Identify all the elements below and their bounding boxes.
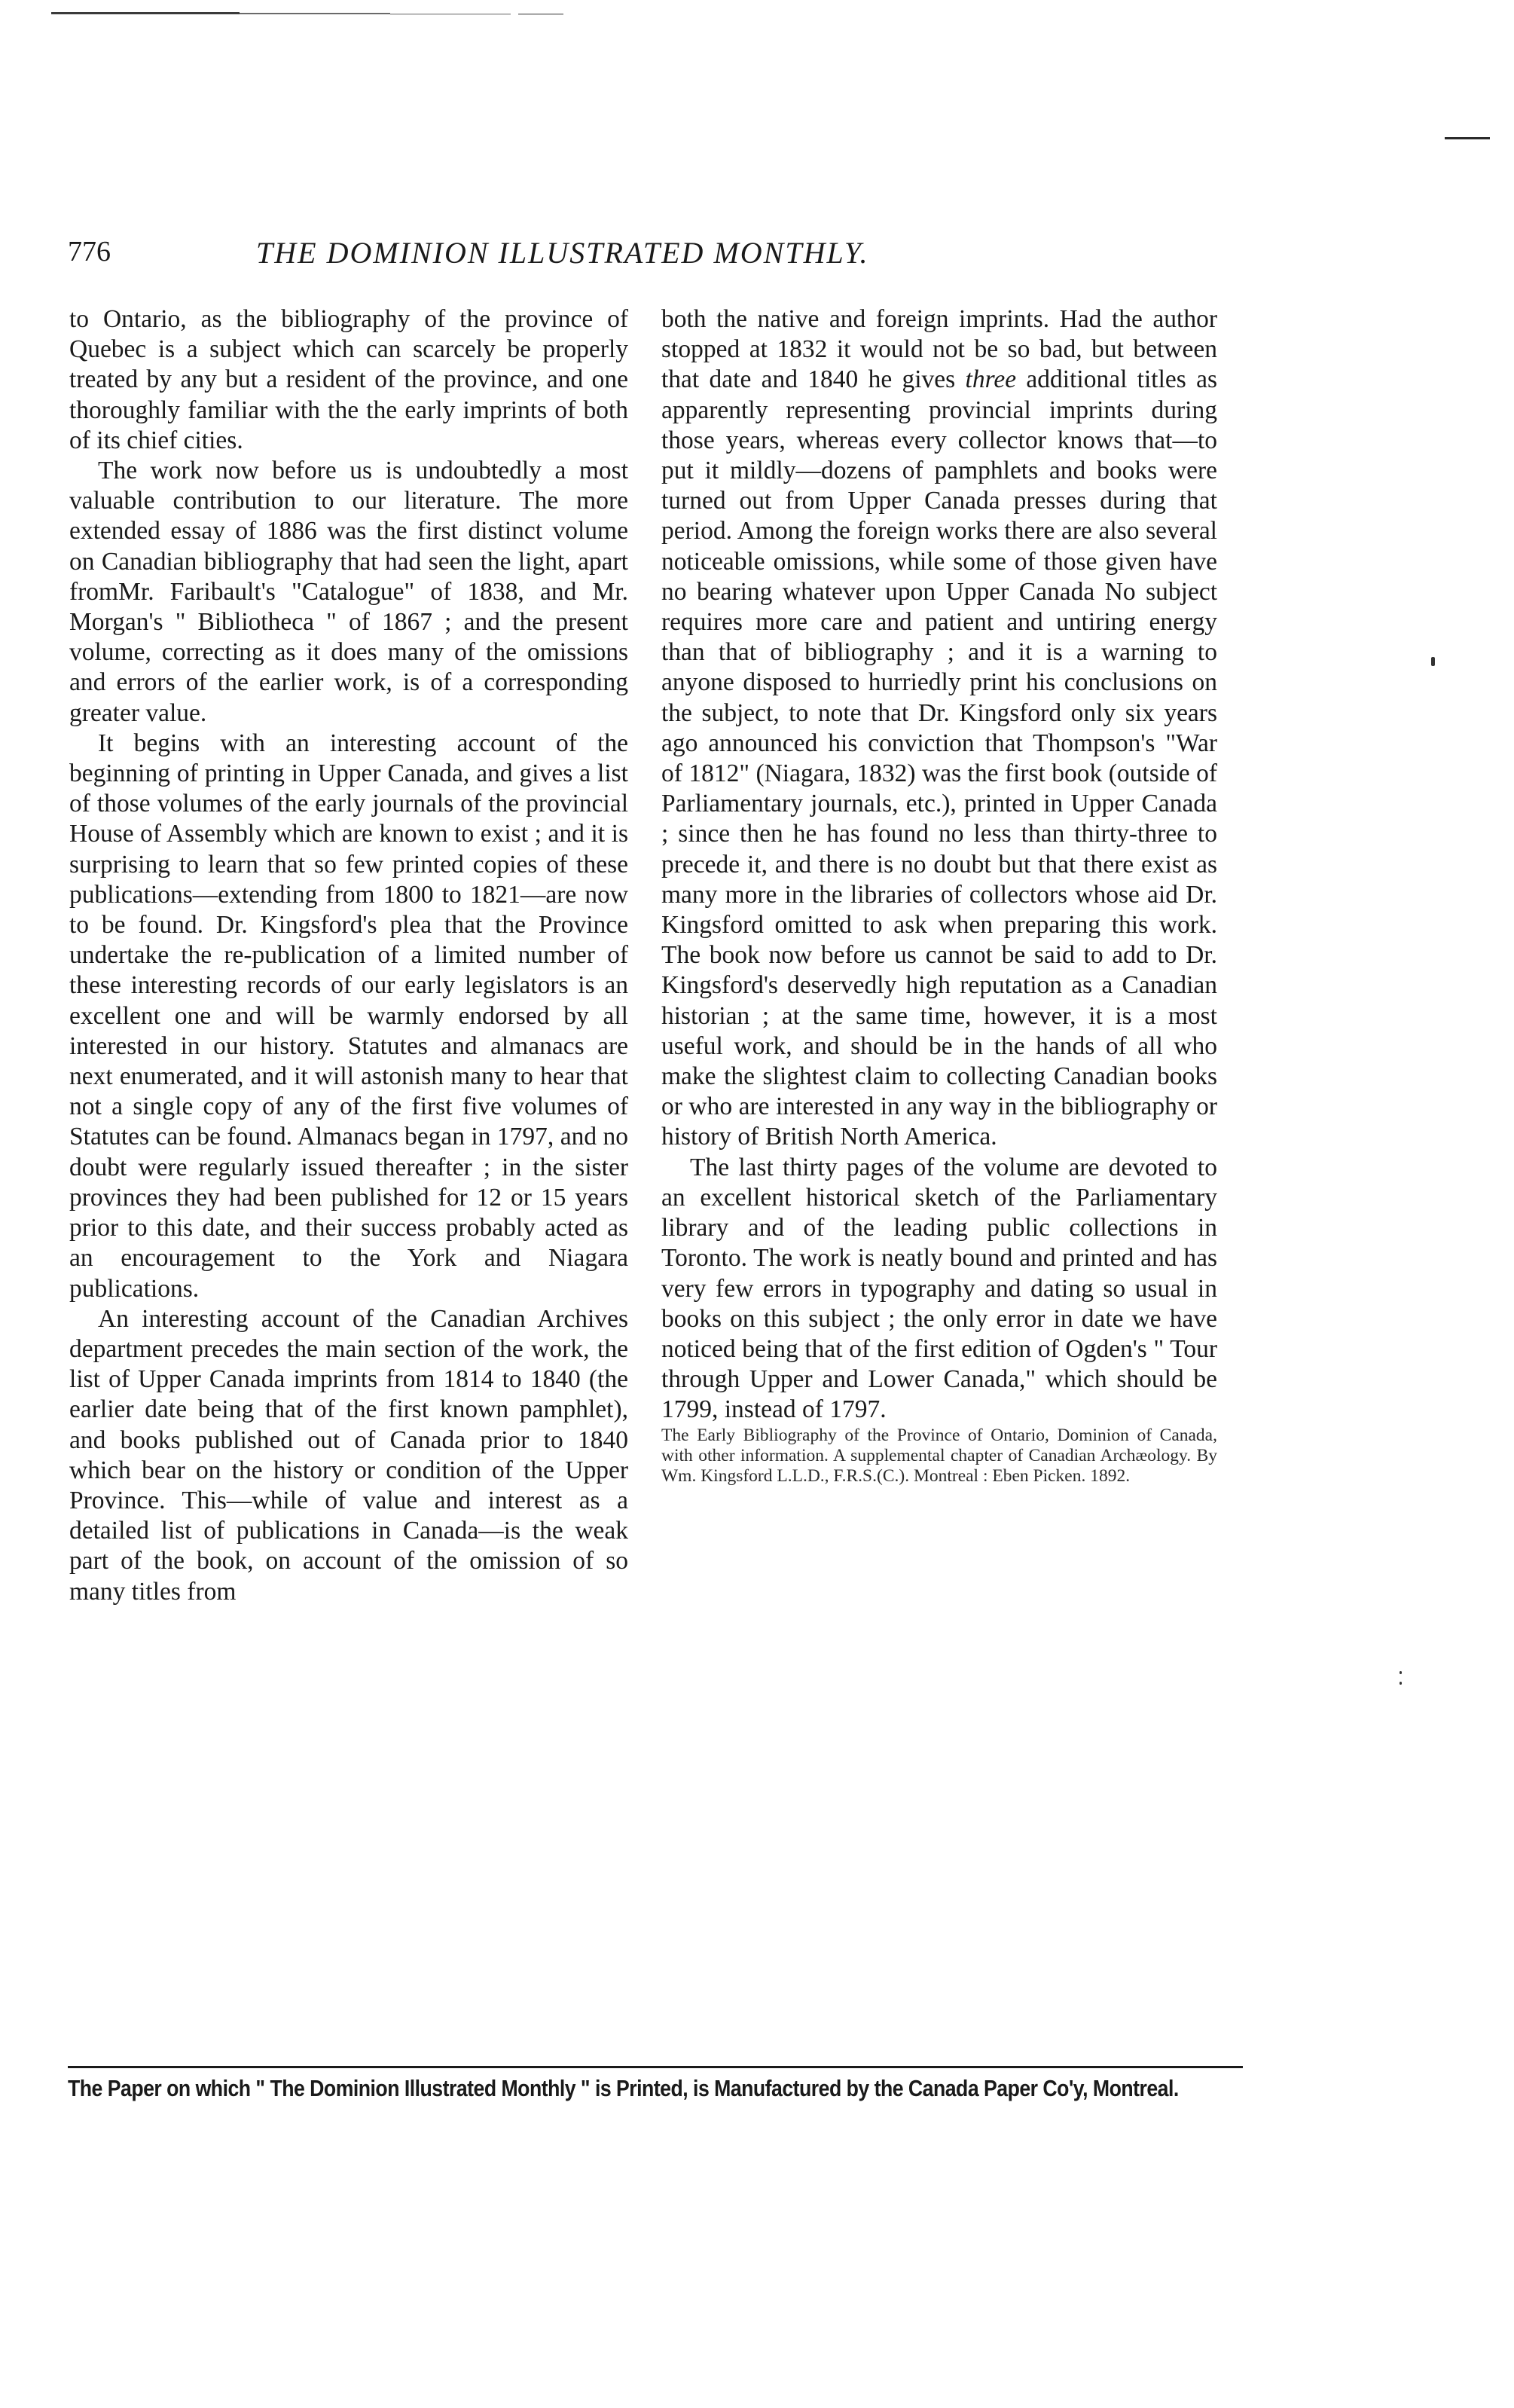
emphasis-three: three [965,365,1017,394]
footer-notice: The Paper on which " The Dominion Illustrated Monthly " is Printed, is Manufactured by the Canada Paper Co'y, Montreal. [68,2075,1179,2101]
page-number: 776 [68,236,111,267]
scan-speck [1431,657,1435,666]
right-paragraph-2: The last thirty pages of the volume are devoted to an excellent historical sketch of the Parliamentary library and of the leading public collections in Toronto. The work is neatly bound and printed and has very few errors in typography and dating so usual in books on this subject ; the only error in date we have noticed being that of the first edition of Ogden's " Tour through Upper and Lower Canada," which should be 1799, instead of 1797. [661,1153,1217,1424]
footer-rule [68,2066,1243,2068]
running-title: THE DOMINION ILLUSTRATED MONTHLY. [256,236,869,270]
left-paragraph-4: An interesting account of the Canadian Archives department precedes the main section of the work, the list of Upper Canada imprints from 1814 to 1840 (the earlier date being that of the first known pamphlet), and books published out of Canada prior to 1840 which bear on the history or condition of the Upper Province. This—while of value and interest as a detailed list of publications in Canada—is the weak part of the book, on account of the omission of so many titles from [69,1304,628,1606]
left-paragraph-2: The work now before us is undoubtedly a most valuable contribution to our literature. The more extended essay of 1886 was the first distinct volume on Canadian bibliography that had seen the light, apart fromMr. Faribault's "Catalogue" of 1838, and Mr. Morgan's " Bibliotheca " of 1867 ; and the present volume, correcting as it does many of the omissions and errors of the earlier work, is of a corresponding greater value. [69,457,628,727]
bibliographic-footnote: The Early Bibliography of the Province of Ontario, Dominion of Canada, with other information. A supplemental chapter of Canadian Archæology. By Wm. Kingsford L.L.D., F.R.S.(C.). Montreal : Eben Picken. 1892. [661,1425,1217,1486]
left-paragraph-3: It begins with an interesting account of the beginning of printing in Upper Canada, and gives a list of those volumes of the early journals of the provincial House of Assembly which are known to exist ; and it is surprising to learn that so few printed copies of these publications—extending from 1800 to 1821—are now to be found. Dr. Kingsford's plea that the Province undertake the re-publication of a limited number of these interesting records of our early legislators is an excellent one and will be warmly endorsed by all interested in our history. Statutes and almanacs are next enumerated, and it will astonish many to hear that not a single copy of any of the first five volumes of Statutes can be found. Almanacs began in 1797, and no doubt were regularly issued thereafter ; in the sister provinces they had been published for 12 or 15 years prior to this date, and their success probably acted as an encouragement to the York and Niagara publications. [69,729,628,1303]
margin-rule [1445,137,1490,139]
right-column [661,304,1217,1487]
right-paragraph-1-part-b: additional titles as apparently representing provincial imprints during those years, whereas every collector knows that—to put it mildly—dozens of pamphlets and books were turned out from Upper Canada presses during that period. Among the foreign works there are also several noticeable omissions, while some of those given have no bearing whatever upon Upper Canada No subject requires more care and patient and untiring energy than that of bibliography ; and it is a warning to anyone disposed to hurriedly print his conclusions on the subject, to note that Dr. Kingsford only six years ago announced his conviction that Thompson's "War of 1812" (Niagara, 1832) was the first book (outside of Parliamentary journals, etc.), printed in Upper Canada ; since then he has found no less than thirty-three to precede it, and there is no doubt but that there exist as many more in the libraries of collectors whose aid Dr. Kingsford omitted to ask when preparing this work. The book now before us cannot be said to add to Dr. Kingsford's deservedly high reputation as a Canadian historian ; at the same time, however, it is a most useful work, and should be in the hands of all who make the slightest claim to collecting Canadian books or who are interested in any way in the bibliography or history of British North America. [661,365,1218,1151]
right-paragraph-1-part-a: both the native and foreign imprints. Had the author stopped at 1832 it would not be so bad, but between that date and 1840 he gives [661,305,1217,394]
scan-speck [1400,1682,1402,1685]
right-paragraph-1 [661,304,1217,1153]
scan-speck [1400,1671,1402,1674]
left-paragraph-1: to Ontario, as the bibliography of the province of Quebec is a subject which can scarcely be properly treated by any but a resident of the province, and one thoroughly familiar with the the early imprints of both of its chief cities. [69,305,628,454]
scan-artifact-rule [51,11,571,18]
left-column [69,304,628,1607]
page-header [68,235,1258,280]
